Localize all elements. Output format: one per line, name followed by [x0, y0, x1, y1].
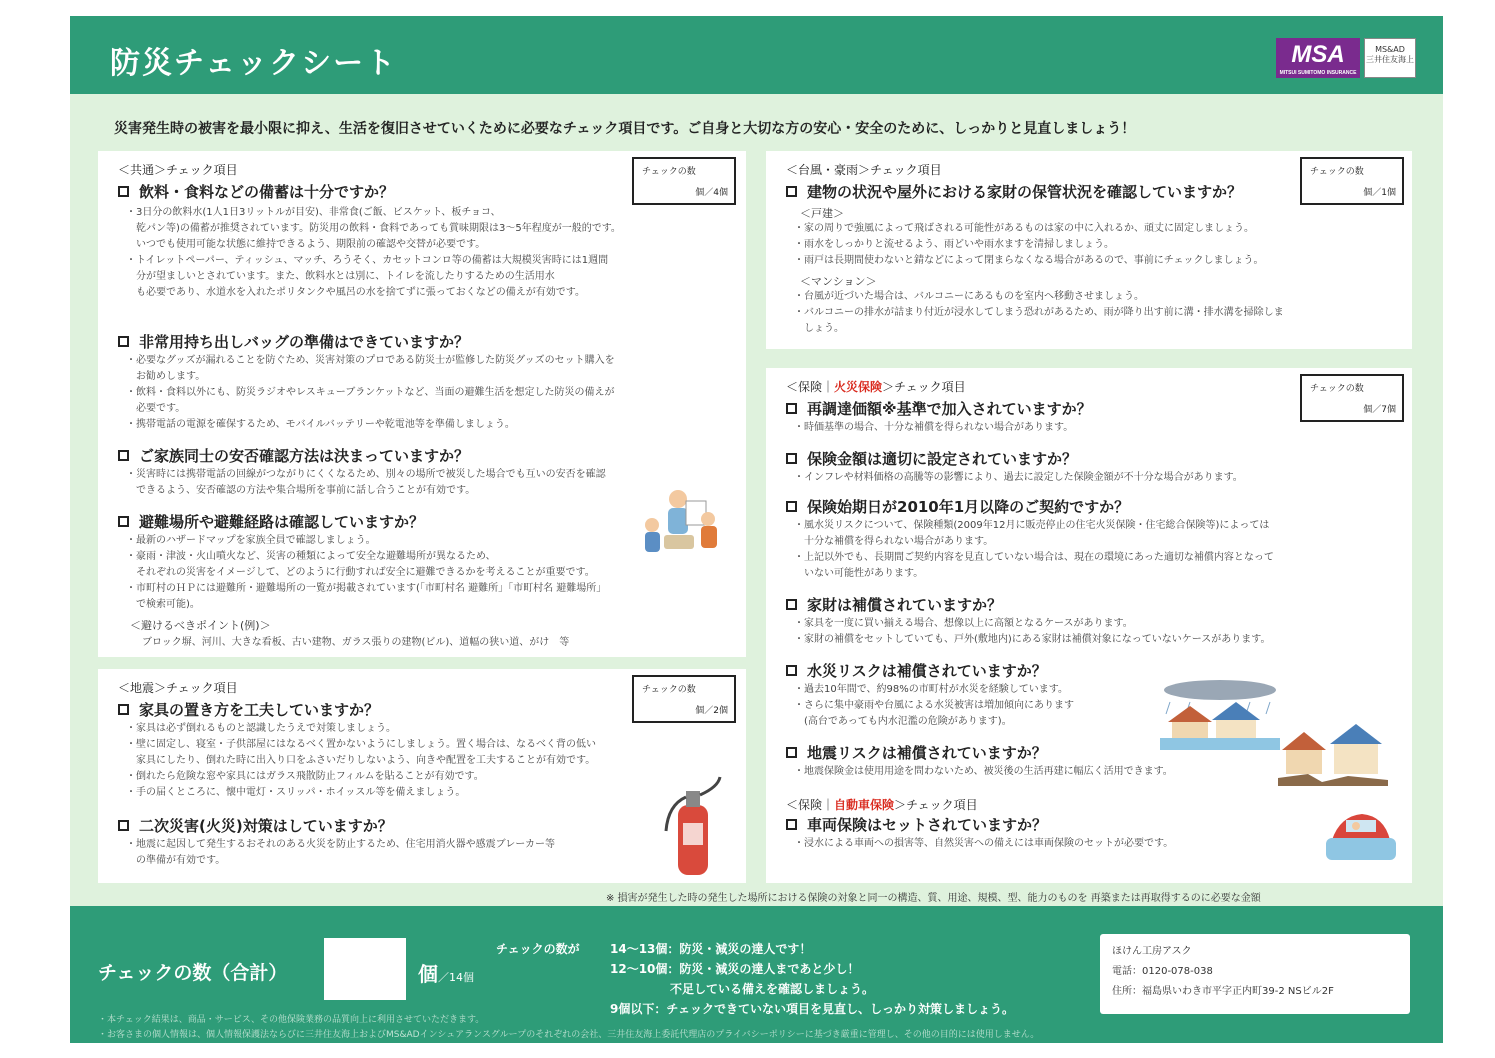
question-text: 水災リスクは補償されていますか？: [807, 662, 1047, 680]
bullet: 十分な補償を得られない場合があります。: [794, 536, 994, 547]
check-item-stockpile[interactable]: [118, 181, 394, 202]
checkbox[interactable]: [786, 599, 797, 610]
bullet: 必要です。: [126, 403, 186, 414]
total-label: チェックの数（合計）: [98, 962, 288, 984]
typhoon-section-header: ＜台風・豪雨＞チェック項目: [786, 163, 942, 177]
question-text: 再調達価額※基準で加入されていますか？: [807, 400, 1092, 418]
fire-extinguisher-illustration: [664, 775, 726, 879]
bullet: ・市町村のＨＰには避難所・避難場所の一覧が掲載されています(「市町村名 避難所」「市町村名 避難場所」: [126, 583, 607, 594]
check-item-replacement-value[interactable]: [786, 398, 1092, 419]
bullet-list: [794, 836, 1173, 852]
disclaimer: ・お客さまの個人情報は、個人情報保護法ならびに三井住友海上およびMS&ADインシュアランスグループのそれぞれの会社、三井住友海上委託代理店のプライバシーポリシーに基づき厳重に管理し、その他の目的には使用しません。: [98, 1030, 1040, 1040]
bullet-list: [794, 682, 1074, 730]
bullet: ・上記以外でも、長期間ご契約内容を見直していない場合は、現在の環境にあった適切な補償内容となって: [794, 552, 1274, 563]
checkbox[interactable]: [786, 453, 797, 464]
agency-info-box: [1100, 934, 1410, 1014]
count-value: 個／4個: [695, 188, 728, 198]
bullet: ・雨水をしっかりと流せるよう、雨どいや雨水ますを清掃しましょう。: [794, 239, 1114, 250]
checkbox[interactable]: [786, 819, 797, 830]
check-item-furniture[interactable]: [118, 699, 379, 720]
checkbox[interactable]: [786, 665, 797, 676]
bullet: ・家具を一度に買い揃える場合、想像以上に高額となるケースがあります。: [794, 618, 1133, 629]
check-item-building-status[interactable]: [786, 181, 1242, 202]
checkbox[interactable]: [786, 186, 797, 197]
count-value: 個／2個: [695, 706, 728, 716]
bullet: ・風水災リスクについて、保険種類(2009年12月に販売停止の住宅火災保険・住宅総合保険等)によっては: [794, 520, 1270, 531]
bullet: しょう。: [794, 323, 844, 334]
footer-bar: [70, 906, 1443, 1043]
question-text: 家具の置き方を工夫していますか？: [139, 701, 380, 719]
checkbox[interactable]: [118, 186, 129, 197]
bullet-list: [126, 721, 596, 801]
check-item-earthquake-risk[interactable]: [786, 742, 1047, 763]
common-section-header: ＜共通＞チェック項目: [118, 163, 238, 177]
avoid-points-header: ＜避けるべきポイント(例)＞: [130, 619, 271, 632]
question-text: 地震リスクは補償されていますか？: [807, 744, 1047, 762]
count-label: チェックの数: [642, 167, 696, 177]
bullet: ・災害時には携帯電話の回線がつながりにくくなるため、別々の場所で被災した場合でも互いの安否を確認: [126, 469, 606, 480]
bullet: も必要であり、水道水を入れたポリタンクや風呂の水を捨てずに張っておくなどの備えが有効です。: [126, 287, 585, 298]
quake-panel: [98, 669, 746, 883]
agency-phone: 電話：0120-078-038: [1112, 966, 1213, 977]
mansion-subheader: ＜マンション＞: [800, 275, 877, 288]
quake-count-box[interactable]: [632, 675, 736, 723]
bullet: ・携帯電話の電源を確保するため、モバイルバッテリーや乾電池等を準備しましょう。: [126, 419, 515, 430]
typhoon-panel: [766, 151, 1412, 349]
bullet: ・台風が近づいた場合は、バルコニーにあるものを室内へ移動させましょう。: [794, 291, 1144, 302]
question-text: 非常用持ち出しバッグの準備はできていますか？: [139, 333, 470, 351]
bullet: ・壁に固定し、寝室・子供部屋にはなるべく置かないようにしましょう。置く場合は、なるべく背の低い: [126, 739, 596, 750]
result-line: 12～10個：防災・減災の達人まであと少し！: [610, 962, 860, 976]
flooded-car-illustration: [1326, 800, 1396, 860]
checkbox[interactable]: [118, 704, 129, 715]
checkbox[interactable]: [786, 501, 797, 512]
bullet-list: [126, 205, 621, 301]
footnote: ※ 損害が発生した時の発生した場所における保険の対象と同一の構造、質、用途、規模、型、能力のものを 再築または再取得するのに必要な金額: [606, 893, 1261, 904]
bullet: いつでも使用可能な状態に維持できるよう、期限前の確認や交替が必要です。: [126, 239, 486, 250]
typhoon-count-box[interactable]: [1300, 157, 1404, 205]
bullet: ・家具は必ず倒れるものと認識したうえで対策しましょう。: [126, 723, 396, 734]
question-text: 飲料・食料などの備蓄は十分ですか？: [139, 183, 395, 201]
bullet: ・家の周りで強風によって飛ばされる可能性があるものは家の中に入れるか、頑丈に固定しましょう。: [794, 223, 1254, 234]
question-text: 避難場所や避難経路は確認していますか？: [139, 513, 425, 531]
insurance-panel: [766, 368, 1412, 883]
bullet: お勧めします。: [126, 371, 206, 382]
bullet: できるよう、安否確認の方法や集合場所を事前に話し合うことが有効です。: [126, 485, 476, 496]
bullet-list: [794, 616, 1271, 648]
msa-logo: MSA MITSUI SUMITOMO INSURANCE: [1276, 38, 1360, 78]
common-count-box[interactable]: [632, 157, 736, 205]
count-value: 個／1個: [1363, 188, 1396, 198]
bullet: ・雨戸は長期間使わないと錆などによって閉まらなくなる場合があるので、事前にチェックしましょう。: [794, 255, 1264, 266]
bullet: 分が望ましいとされています。また、飲料水とは別に、トイレを流したりするための生活用水: [126, 271, 555, 282]
bullet: の準備が有効です。: [126, 855, 226, 866]
checkbox[interactable]: [786, 747, 797, 758]
question-text: 家財は補償されていますか？: [807, 596, 1003, 614]
bullet: (高台であっても内水氾濫の危険があります)。: [794, 716, 1012, 727]
bullet-list: [794, 420, 1073, 436]
bullet-list: [794, 470, 1243, 486]
bullet: ・3日分の飲料水(1人1日3リットルが目安)、非常食(ご飯、ビスケット、板チョコ、: [126, 207, 501, 218]
bullet: 家具にしたり、倒れた時に出入り口をふさいだりしないよう、向きや配置を工夫することが有効です。: [126, 755, 596, 766]
check-item-vehicle-insurance[interactable]: [786, 814, 1047, 835]
check-item-fire-prevention[interactable]: [118, 815, 393, 836]
check-item-policy-start[interactable]: [786, 496, 1129, 517]
checkbox[interactable]: [118, 516, 129, 527]
bullet: で検索可能)。: [126, 599, 200, 610]
earthquake-house-illustration: [1278, 720, 1388, 786]
check-item-emergency-bag[interactable]: [118, 331, 469, 352]
bullet: ・必要なグッズが漏れることを防ぐため、災害対策のプロである防災士が監修した防災グッズのセット購入を: [126, 355, 615, 366]
insurance-section-header: ＜保険｜火災保険＞チェック項目: [786, 380, 966, 394]
bullet: ・浸水による車両への損害等、自然災害への備えには車両保険のセットが必要です。: [794, 838, 1174, 849]
bullet-list: [794, 764, 1173, 780]
bullet: ・倒れたら危険な窓や家具にはガラス飛散防止フィルムを貼ることが有効です。: [126, 771, 484, 782]
bullet: ・地震保険金は使用用途を問わないため、被災後の生活再建に幅広く活用できます。: [794, 766, 1173, 777]
bullet: ・豪雨・津波・火山噴火など、災害の種類によって安全な避難場所が異なるため、: [126, 551, 496, 562]
bullet-list: [794, 221, 1264, 269]
header-bar: [70, 16, 1443, 94]
count-label: チェックの数: [1310, 384, 1364, 394]
bullet: ・さらに集中豪雨や台風による水災被害は増加傾向にあります: [794, 700, 1074, 711]
flood-house-illustration: [1160, 680, 1280, 750]
check-item-family-safety[interactable]: [118, 445, 469, 466]
bullet-list: [126, 467, 606, 499]
check-item-evacuation[interactable]: [118, 511, 424, 532]
bullet: 乾パン等)の備蓄が推奨されています。防災用の飲料・食料であっても賞味期限は3～5年程度が一般的です。: [126, 223, 621, 234]
auto-insurance-section-header: ＜保険｜自動車保険＞チェック項目: [786, 798, 978, 812]
checkbox[interactable]: [118, 336, 129, 347]
check-sheet: [70, 16, 1443, 1043]
result-line: 不足している備えを確認しましょう。: [610, 982, 875, 996]
bullet: ・バルコニーの排水が詰まり付近が浸水してしまう恐れがあるため、雨が降り出す前に溝・排水溝を掃除しま: [794, 307, 1284, 318]
total-input-box[interactable]: [324, 938, 406, 1000]
bullet: ・家財の補償をセットしていても、戸外(敷地内)にある家財は補償対象になっていないケースがあります。: [794, 634, 1271, 645]
question-text: 二次災害(火災)対策はしていますか？: [139, 817, 393, 835]
bullet: ・手の届くところに、懐中電灯・スリッパ・ホイッスル等を備えましょう。: [126, 787, 466, 798]
check-item-contents[interactable]: [786, 594, 1002, 615]
question-text: 保険金額は適切に設定されていますか？: [807, 450, 1078, 468]
question-text: 建物の状況や屋外における家財の保管状況を確認していますか？: [807, 183, 1243, 201]
intro-text: 災害発生時の被害を最小限に抑え、生活を復旧させていくために必要なチェック項目です。ご自身と大切な方の安心・安全のために、しっかりと見直しましょう！: [114, 121, 1136, 137]
bullet: いない可能性があります。: [794, 568, 924, 579]
bullet-list: [794, 518, 1274, 582]
insurance-count-box[interactable]: [1300, 374, 1404, 422]
bullet: ・時価基準の場合、十分な補償を得られない場合があります。: [794, 422, 1074, 433]
bullet: ・最新のハザードマップを家族全員で確認しましょう。: [126, 535, 376, 546]
agency-name: ほけん工房アスク: [1112, 946, 1192, 957]
count-label: チェックの数: [642, 685, 696, 695]
bullet: ・トイレットペーパー、ティッシュ、マッチ、ろうそく、カセットコンロ等の備蓄は大規模災害時には1週間: [126, 255, 609, 266]
bullet: それぞれの災害をイメージして、どのように行動すれば安全に避難できるかを考えることが重要です。: [126, 567, 595, 578]
total-unit: 個／14個: [418, 962, 474, 986]
bullet-list: [126, 533, 606, 613]
house-subheader: ＜戸建＞: [800, 207, 844, 220]
checkbox[interactable]: [118, 450, 129, 461]
count-label: チェックの数: [1310, 167, 1364, 177]
bullet-list: [126, 353, 615, 433]
bullet: ・飲料・食料以外にも、防災ラジオやレスキューブランケットなど、当面の避難生活を想定した防災の備えが: [126, 387, 615, 398]
bullet-list: [794, 289, 1284, 337]
msad-logo: MS&AD 三井住友海上: [1364, 38, 1416, 78]
page-title: 防災チェックシート: [110, 46, 398, 81]
question-text: 保険始期日が2010年1月以降のご契約ですか？: [807, 498, 1130, 516]
disclaimer: ・本チェック結果は、商品・サービス、その他保険業務の品質向上に利用させていただきます。: [98, 1015, 485, 1025]
bullet: ・インフレや材料価格の高騰等の影響により、過去に設定した保険金額が不十分な場合があります。: [794, 472, 1243, 483]
checkbox[interactable]: [118, 820, 129, 831]
bullet: ・地震に起因して発生するおそれのある火災を防止するため、住宅用消火器や感震ブレーカー等: [126, 839, 555, 850]
result-label: チェックの数が: [496, 942, 580, 956]
result-line: 14～13個：防災・減災の達人です！: [610, 942, 812, 956]
check-item-insured-amount[interactable]: [786, 448, 1077, 469]
bullet-list: [126, 837, 555, 869]
count-value: 個／7個: [1363, 405, 1396, 415]
question-text: 車両保険はセットされていますか？: [807, 816, 1048, 834]
question-text: ご家族同士の安否確認方法は決まっていますか？: [139, 447, 470, 465]
checkbox[interactable]: [786, 403, 797, 414]
check-item-flood-risk[interactable]: [786, 660, 1047, 681]
agency-address: 住所：福島県いわき市平字正内町39-2 NSビル2F: [1112, 986, 1334, 997]
family-illustration: [638, 483, 730, 559]
quake-section-header: ＜地震＞チェック項目: [118, 681, 238, 695]
avoid-points-list: ブロック塀、河川、大きな看板、古い建物、ガラス張りの建物(ビル)、道幅の狭い道、がけ 等: [142, 637, 570, 648]
result-line: 9個以下：チェックできていない項目を見直し、しっかり対策しましょう。: [610, 1002, 1014, 1016]
bullet: ・過去10年間で、約98%の市町村が水災を経験しています。: [794, 684, 1068, 695]
common-panel: [98, 151, 746, 657]
